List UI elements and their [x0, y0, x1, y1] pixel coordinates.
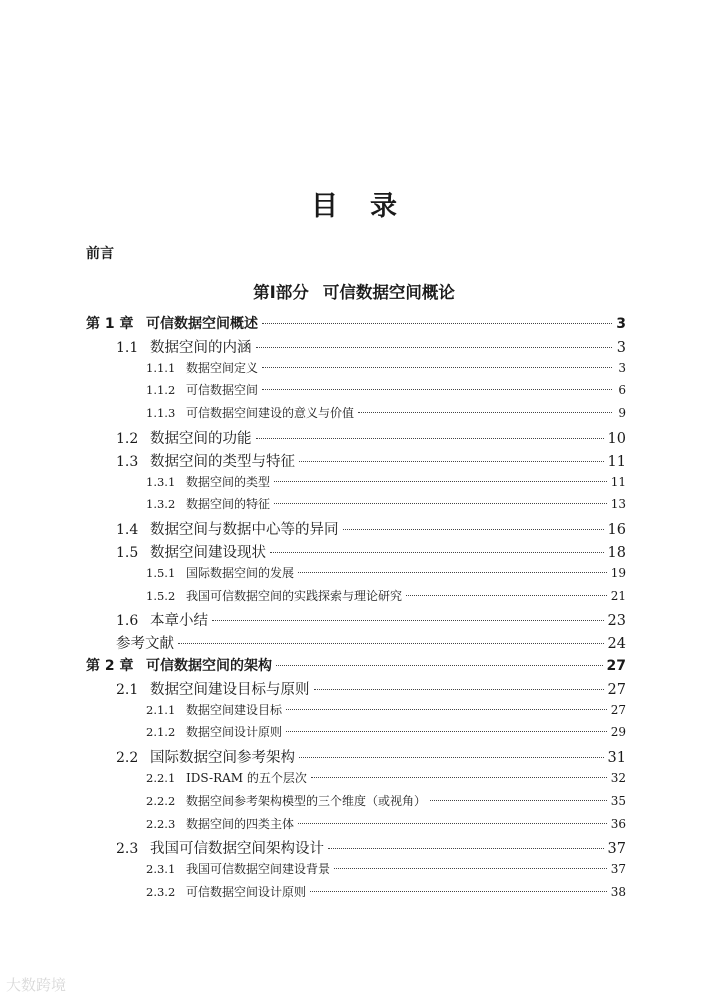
- toc-section: [116, 427, 626, 448]
- toc-label: 我国可信数据空间架构设计: [150, 841, 324, 858]
- dot-leader: [298, 572, 607, 573]
- toc-subsection: [146, 381, 626, 398]
- toc-subsection: [146, 404, 626, 421]
- watermark: 大数跨境: [6, 976, 67, 994]
- toc-page-number: 37: [607, 841, 626, 858]
- toc-number: 1.1.1: [146, 360, 176, 375]
- toc-number: 2.3.1: [146, 862, 176, 877]
- toc-section: [116, 518, 626, 539]
- toc-page-number: 27: [607, 681, 626, 698]
- toc-number: 2.2.3: [146, 816, 176, 831]
- dot-leader: [298, 823, 607, 824]
- toc-number: 2.2: [116, 750, 139, 767]
- dot-leader: [178, 643, 604, 644]
- toc-chapter: [86, 313, 626, 333]
- dot-leader: [311, 777, 607, 778]
- toc-number: 2.1.2: [146, 725, 176, 740]
- toc-number: 2.2.1: [146, 771, 176, 785]
- toc-section: [116, 632, 626, 653]
- toc-label: 我国可信数据空间建设背景: [186, 862, 331, 877]
- toc-subsection: [146, 815, 626, 832]
- toc-label: 数据空间的特征: [186, 497, 271, 512]
- toc-page-number: 10: [607, 431, 626, 447]
- dot-leader: [256, 347, 613, 348]
- toc-section: [116, 336, 626, 357]
- dot-leader: [270, 552, 604, 553]
- toc-page-number: 3: [616, 316, 626, 332]
- dot-leader: [262, 323, 612, 324]
- dot-leader: [334, 868, 607, 869]
- toc-subsection: [146, 701, 626, 718]
- toc-page-number: 29: [610, 725, 626, 740]
- toc-label: 数据空间与数据中心等的异同: [150, 522, 339, 539]
- toc-page-number: 3: [618, 360, 626, 375]
- dot-leader: [343, 529, 604, 530]
- part-number: 第Ⅰ部分: [253, 283, 309, 302]
- dot-leader: [314, 689, 604, 690]
- toc-number: 1.6: [116, 613, 139, 630]
- toc-number: 2.2.2: [146, 793, 176, 808]
- toc-section: [116, 746, 626, 767]
- toc-number: 1.4: [116, 522, 139, 539]
- part-title: 可信数据空间概论: [322, 283, 455, 302]
- toc-subsection: [146, 883, 626, 900]
- toc-number: 1.3.1: [146, 474, 176, 489]
- toc-number: 1.2: [116, 431, 139, 447]
- toc-label: 数据空间的内涵: [150, 339, 252, 356]
- toc-subsection: [146, 359, 626, 376]
- dot-leader: [286, 709, 607, 710]
- toc-label: 数据空间建设目标与原则: [150, 681, 310, 698]
- toc-label: 数据空间参考架构模型的三个维度（或视角）: [186, 793, 427, 808]
- toc-number: 1.3.2: [146, 497, 176, 512]
- toc-page-number: 23: [607, 613, 626, 630]
- toc-page-number: 35: [610, 793, 626, 808]
- toc-label: 可信数据空间设计原则: [186, 885, 307, 899]
- dot-leader: [299, 461, 604, 462]
- page-title: 目录: [311, 191, 429, 222]
- toc-number: 1.5.1: [146, 565, 176, 580]
- toc-subsection: [146, 792, 626, 809]
- toc-label: 我国可信数据空间的实践探索与理论研究: [186, 588, 403, 603]
- toc-page-number: 36: [610, 816, 626, 831]
- toc-number: 2.3.2: [146, 885, 176, 899]
- toc-label: 数据空间建设现状: [150, 545, 266, 561]
- toc-subsection: [146, 860, 626, 877]
- toc-label: 数据空间的功能: [150, 431, 252, 447]
- preface-heading: 前言: [86, 246, 114, 262]
- dot-leader: [256, 438, 604, 439]
- toc-page-number: 6: [618, 383, 626, 398]
- dot-leader: [430, 800, 607, 801]
- toc-label: 国际数据空间参考架构: [150, 750, 295, 767]
- dot-leader: [274, 481, 607, 482]
- toc-number: 1.1.2: [146, 383, 176, 398]
- part-heading: [0, 279, 708, 303]
- toc-label: 国际数据空间的发展: [186, 565, 295, 580]
- toc-page-number: 18: [607, 545, 626, 561]
- toc-section: [116, 837, 626, 858]
- toc-number: 1.3: [116, 453, 139, 470]
- toc-label: 数据空间定义: [186, 360, 259, 375]
- toc-subsection: [146, 587, 626, 604]
- toc-number: 2.1.1: [146, 702, 176, 717]
- toc-chapter: [86, 655, 626, 675]
- toc-subsection: [146, 564, 626, 581]
- toc-label: 本章小结: [150, 613, 208, 630]
- toc-page-number: 11: [610, 474, 626, 489]
- toc-page-number: 16: [607, 522, 626, 539]
- dot-leader: [358, 412, 612, 413]
- toc-page-number: 32: [610, 771, 626, 785]
- toc-page-number: 21: [610, 588, 626, 603]
- dot-leader: [276, 665, 603, 666]
- dot-leader: [262, 367, 612, 368]
- toc-number: 2.3: [116, 841, 139, 858]
- dot-leader: [299, 757, 604, 758]
- dot-leader: [328, 848, 604, 849]
- toc-label: 参考文献: [116, 636, 174, 653]
- toc-label: 数据空间的四类主体: [186, 816, 295, 831]
- toc-page-number: 11: [607, 453, 626, 470]
- toc-label: 可信数据空间的架构: [146, 658, 272, 674]
- dot-leader: [406, 595, 607, 596]
- toc-number: 第 2 章: [86, 658, 134, 674]
- toc-number: 1.1: [116, 339, 139, 356]
- toc-page-number: 13: [610, 497, 626, 512]
- dot-leader: [274, 503, 607, 504]
- toc-page-number: 38: [610, 885, 626, 899]
- dot-leader: [286, 731, 607, 732]
- toc-label: 可信数据空间: [186, 383, 259, 398]
- toc-page-number: 3: [616, 339, 626, 356]
- toc-subsection: [146, 769, 626, 786]
- toc-label: 可信数据空间建设的意义与价值: [186, 406, 355, 421]
- toc-label: IDS-RAM 的五个层次: [186, 771, 307, 785]
- dot-leader: [212, 620, 604, 621]
- toc-label: 数据空间的类型与特征: [150, 453, 295, 470]
- toc-page-number: 37: [610, 862, 626, 877]
- toc-page-number: 27: [610, 702, 626, 717]
- toc-label: 数据空间建设目标: [186, 702, 283, 717]
- dot-leader: [310, 891, 607, 892]
- toc-subsection: [146, 723, 626, 740]
- toc-number: 1.5: [116, 545, 139, 561]
- toc-number: 第 1 章: [86, 316, 134, 332]
- toc-subsection: [146, 473, 626, 490]
- toc-section: [116, 541, 626, 562]
- toc-number: 1.5.2: [146, 588, 176, 603]
- toc-page-number: 31: [607, 750, 626, 767]
- toc-page-number: 19: [610, 565, 626, 580]
- dot-leader: [262, 389, 612, 390]
- toc-label: 数据空间的类型: [186, 474, 271, 489]
- toc-section: [116, 450, 626, 471]
- toc-page-number: 27: [606, 658, 626, 674]
- toc-subsection: [146, 495, 626, 512]
- toc-page-number: 24: [607, 636, 626, 653]
- toc-section: [116, 678, 626, 699]
- toc-number: 1.1.3: [146, 406, 176, 421]
- toc-page-number: 9: [618, 406, 626, 421]
- toc-section: [116, 609, 626, 630]
- toc-label: 可信数据空间概述: [146, 316, 258, 332]
- toc-number: 2.1: [116, 681, 139, 698]
- toc-label: 数据空间设计原则: [186, 725, 283, 740]
